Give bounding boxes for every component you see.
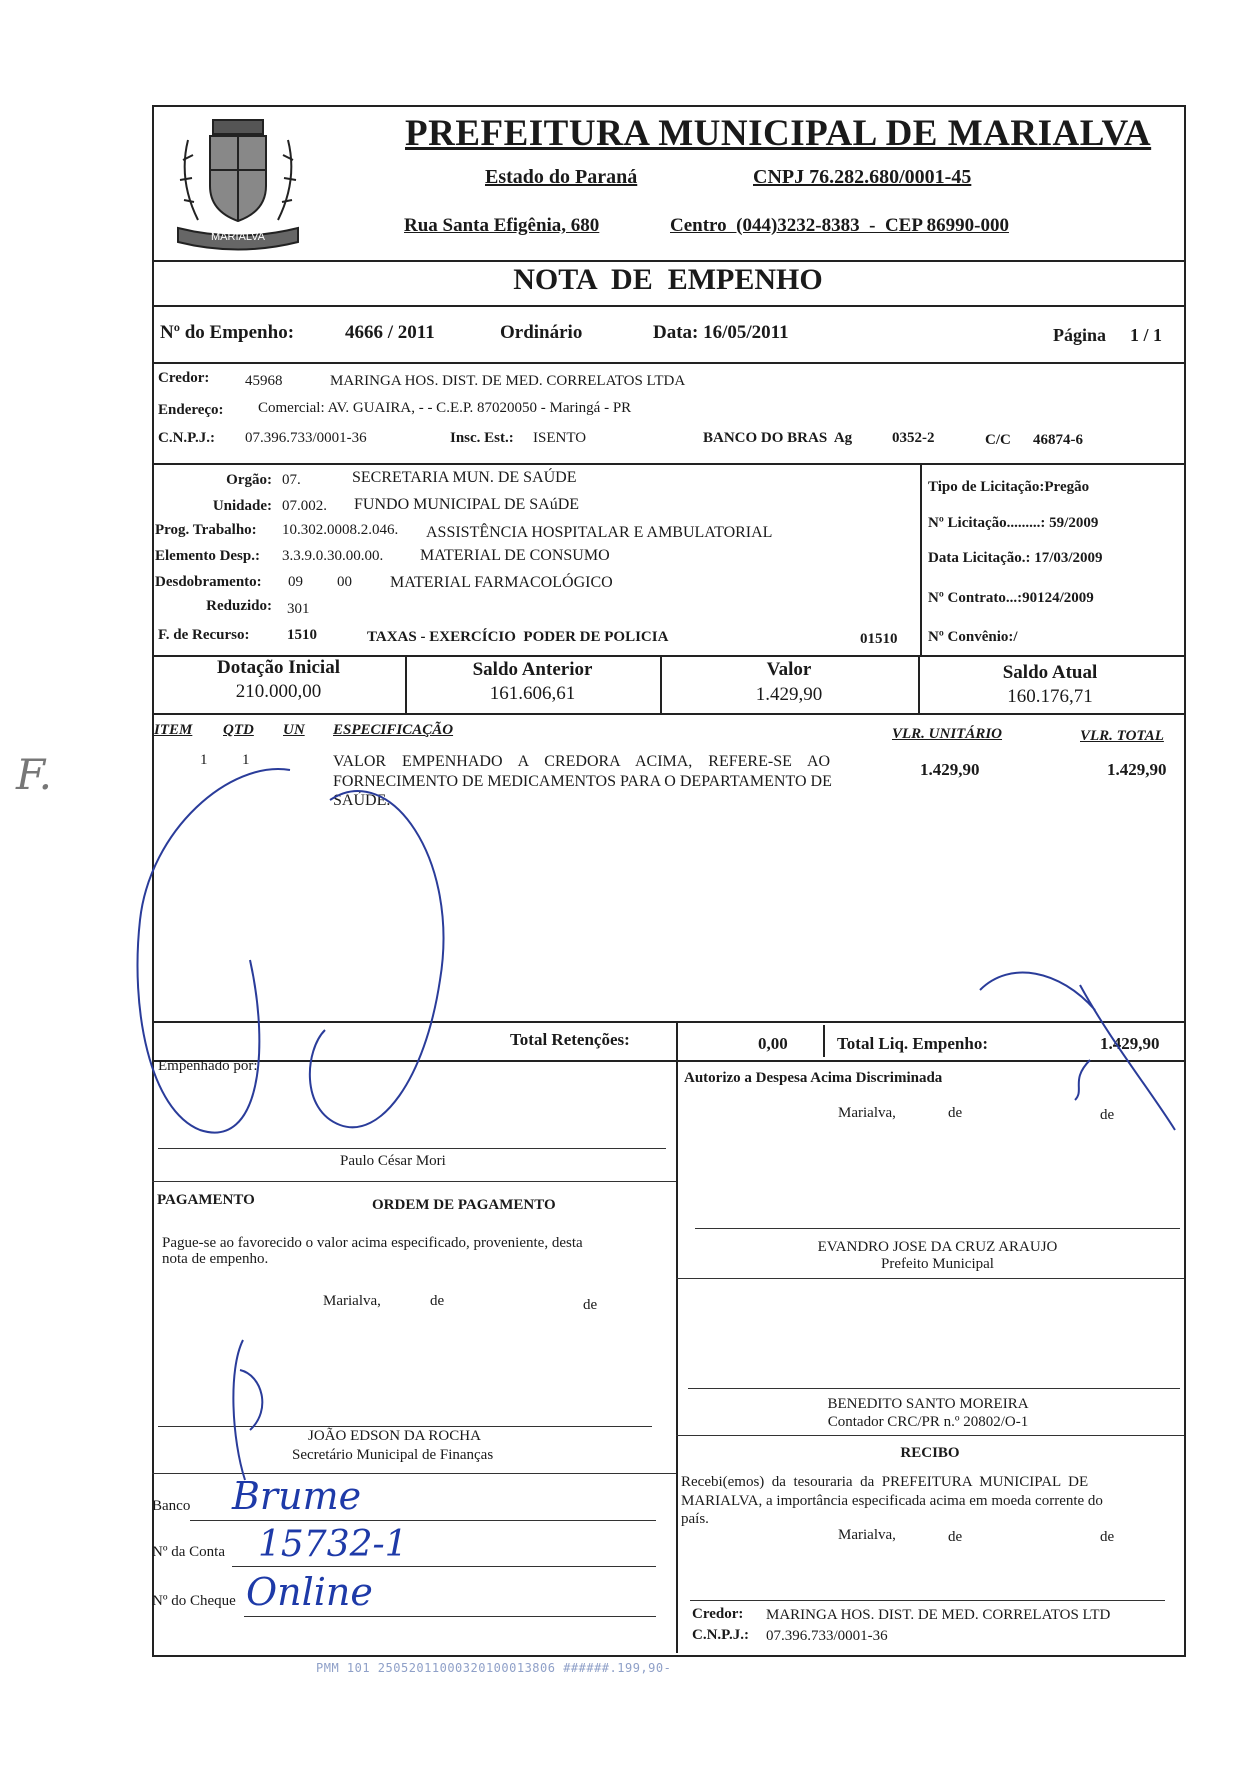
credor-address: Comercial: AV. GUAIRA, - - C.E.P. 87020050 - Maringá - PR — [258, 400, 632, 416]
item-spec-line2: FORNECIMENTO DE MEDICAMENTOS PARA O DEPARTAMENTO DE — [333, 773, 832, 790]
recibo-line2: MARIALVA, a importância especificada acima em moeda corrente do — [681, 1493, 1103, 1509]
saldo-anterior-value: 161.606,61 — [489, 683, 576, 704]
col-qtd: QTD — [223, 722, 254, 738]
saldo-anterior-label: Saldo Anterior — [472, 659, 593, 680]
item-number: 1 — [200, 752, 208, 768]
margin-mark: F. — [16, 750, 52, 799]
credor-cnpj: 07.396.733/0001-36 — [245, 430, 367, 446]
convenio-number: Nº Convênio:/ — [928, 629, 1018, 645]
col-vlr-unitario: VLR. UNITÁRIO — [892, 726, 1003, 742]
left-de1: de — [430, 1293, 445, 1309]
unidade-name: FUNDO MUNICIPAL DE SAúDE — [354, 496, 580, 513]
elemento-name: MATERIAL DE CONSUMO — [420, 547, 610, 564]
ordem-pagamento-label: ORDEM DE PAGAMENTO — [372, 1197, 556, 1213]
elemento-code: 3.3.9.0.30.00.00. — [282, 548, 384, 564]
pagamento-label: PAGAMENTO — [157, 1192, 255, 1208]
prefeitura-title: PREFEITURA MUNICIPAL DE MARIALVA — [405, 113, 1152, 154]
mechanical-stamp: PMM 101 25052011000320100013806 ######.199,90- — [316, 1661, 672, 1675]
insc-label: Insc. Est.: — [450, 430, 514, 446]
licitacao-date: Data Licitação.: 17/03/2009 — [928, 550, 1103, 566]
cc-value: 46874-6 — [1033, 432, 1083, 448]
signer-joao: JOÃO EDSON DA ROCHA — [308, 1428, 481, 1444]
right-de2: de — [1100, 1107, 1115, 1123]
cnpj-label: C.N.P.J.: — [158, 430, 215, 446]
recibo-de2: de — [1100, 1529, 1115, 1545]
prog-label: Prog. Trabalho: — [155, 522, 257, 538]
address-label: Endereço: — [158, 402, 224, 418]
empenho-type: Ordinário — [500, 322, 583, 343]
recurso-number: 01510 — [860, 631, 898, 647]
right-de1: de — [948, 1105, 963, 1121]
valor-value: 1.429,90 — [755, 684, 823, 705]
autorizo-label: Autorizo a Despesa Acima Discriminada — [684, 1070, 943, 1086]
prog-code: 10.302.0008.2.046. — [282, 522, 399, 538]
recibo-de1: de — [948, 1529, 963, 1545]
cc-label: C/C — [985, 432, 1011, 448]
item-qtd: 1 — [242, 752, 250, 768]
recibo-cnpj: 07.396.733/0001-36 — [766, 1628, 888, 1644]
signer-paulo: Paulo César Mori — [340, 1153, 446, 1169]
desdob-code2: 00 — [337, 574, 352, 590]
cnpj-header: CNPJ 76.282.680/0001-45 — [753, 166, 972, 188]
desdob-name: MATERIAL FARMACOLÓGICO — [390, 574, 613, 591]
col-un: UN — [283, 722, 305, 738]
empenho-number: 4666 / 2011 — [345, 322, 435, 343]
credor-name: MARINGA HOS. DIST. DE MED. CORRELATOS LTDA — [330, 373, 686, 389]
recibo-credor-label: Credor: — [692, 1606, 744, 1622]
valor-label: Valor — [766, 659, 812, 680]
recurso-label: F. de Recurso: — [158, 627, 250, 643]
desdob-label: Desdobramento: — [155, 574, 262, 590]
page-label: Página — [1053, 325, 1107, 345]
item-spec-line3: SAÚDE. — [333, 792, 391, 809]
recibo-line3: país. — [681, 1511, 709, 1527]
reduzido-value: 301 — [287, 601, 310, 617]
reduzido-label: Reduzido: — [206, 598, 272, 614]
total-liquido-label: Total Liq. Empenho: — [837, 1034, 988, 1053]
left-marialva: Marialva, — [323, 1293, 381, 1309]
state-name: Estado do Paraná — [485, 166, 638, 188]
saldo-atual-label: Saldo Atual — [1002, 662, 1098, 683]
tipo-licitacao: Tipo de Licitação:Pregão — [928, 479, 1090, 495]
recibo-cnpj-label: C.N.P.J.: — [692, 1627, 749, 1643]
signer-benedito-role: Contador CRC/PR n.º 20802/O-1 — [827, 1414, 1029, 1430]
dotacao-label: Dotação Inicial — [217, 657, 340, 678]
signer-evandro: EVANDRO JOSE DA CRUZ ARAUJO — [817, 1239, 1058, 1255]
col-item: ITEM — [154, 722, 193, 738]
empenho-number-label: Nº do Empenho: — [160, 322, 295, 343]
desdob-code1: 09 — [288, 574, 303, 590]
page-number: 1 / 1 — [1130, 325, 1163, 345]
banco-label: Banco — [152, 1498, 191, 1514]
district-phone-cep: Centro (044)3232-8383 - CEP 86990-000 — [670, 215, 1009, 236]
recibo-credor-name: MARINGA HOS. DIST. DE MED. CORRELATOS LTD — [766, 1607, 1111, 1623]
prog-name: ASSISTÊNCIA HOSPITALAR E AMBULATORIAL — [426, 524, 773, 541]
credor-code: 45968 — [245, 373, 283, 389]
dotacao-value: 210.000,00 — [235, 681, 322, 702]
cheque-label: Nº do Cheque — [152, 1593, 236, 1609]
pague-line2: nota de empenho. — [162, 1251, 269, 1267]
col-especificacao: ESPECIFICAÇÃO — [333, 722, 454, 738]
banco-handwritten: Brume — [232, 1474, 362, 1518]
licitacao-number: Nº Licitação.........: 59/2009 — [928, 515, 1099, 531]
left-de2: de — [583, 1297, 598, 1313]
svg-text:MARIALVA: MARIALVA — [211, 231, 265, 243]
cheque-handwritten: Online — [246, 1570, 373, 1614]
empenhado-por-label: Empenhado por: — [158, 1058, 258, 1074]
credor-label: Credor: — [158, 370, 210, 386]
signer-joao-role: Secretário Municipal de Finanças — [292, 1447, 494, 1463]
insc-value: ISENTO — [533, 430, 587, 446]
item-unit-value: 1.429,90 — [920, 760, 980, 779]
elemento-label: Elemento Desp.: — [155, 548, 260, 564]
orgao-name: SECRETARIA MUN. DE SAÚDE — [352, 469, 577, 486]
unidade-label: Unidade: — [212, 498, 272, 514]
recibo-title: RECIBO — [900, 1445, 960, 1461]
recurso-code: 1510 — [287, 627, 317, 643]
recibo-marialva: Marialva, — [838, 1527, 896, 1543]
item-spec-line1: VALOR EMPENHADO A CREDORA ACIMA, REFERE-SE AO — [333, 753, 831, 770]
unidade-code: 07.002. — [282, 498, 327, 514]
conta-label: Nº da Conta — [152, 1544, 225, 1560]
total-liquido-value: 1.429,90 — [1100, 1034, 1160, 1053]
contrato-number: Nº Contrato...:90124/2009 — [928, 590, 1094, 606]
recurso-name: TAXAS - EXERCÍCIO PODER DE POLICIA — [367, 629, 669, 645]
empenho-date: Data: 16/05/2011 — [653, 322, 789, 343]
orgao-label: Orgão: — [226, 472, 272, 488]
conta-handwritten: 15732-1 — [258, 1524, 408, 1565]
pague-line1: Pague-se ao favorecido o valor acima especificado, proveniente, desta — [162, 1235, 583, 1251]
bank-name: BANCO DO BRAS Ag — [703, 430, 853, 446]
recibo-line1: Recebi(emos) da tesouraria da PREFEITURA MUNICIPAL DE — [681, 1474, 1089, 1490]
orgao-code: 07. — [282, 472, 301, 488]
right-marialva: Marialva, — [838, 1105, 896, 1121]
col-vlr-total: VLR. TOTAL — [1080, 728, 1164, 744]
item-total-value: 1.429,90 — [1107, 760, 1167, 779]
saldo-atual-value: 160.176,71 — [1007, 686, 1093, 707]
doc-title: NOTA DE EMPENHO — [513, 263, 823, 296]
street-address: Rua Santa Efigênia, 680 — [404, 215, 600, 236]
total-retencoes-label: Total Retenções: — [510, 1030, 630, 1049]
bank-agency: 0352-2 — [892, 430, 935, 446]
total-retencoes-value: 0,00 — [758, 1034, 788, 1053]
signer-benedito: BENEDITO SANTO MOREIRA — [827, 1396, 1029, 1412]
signer-evandro-role: Prefeito Municipal — [881, 1256, 994, 1272]
